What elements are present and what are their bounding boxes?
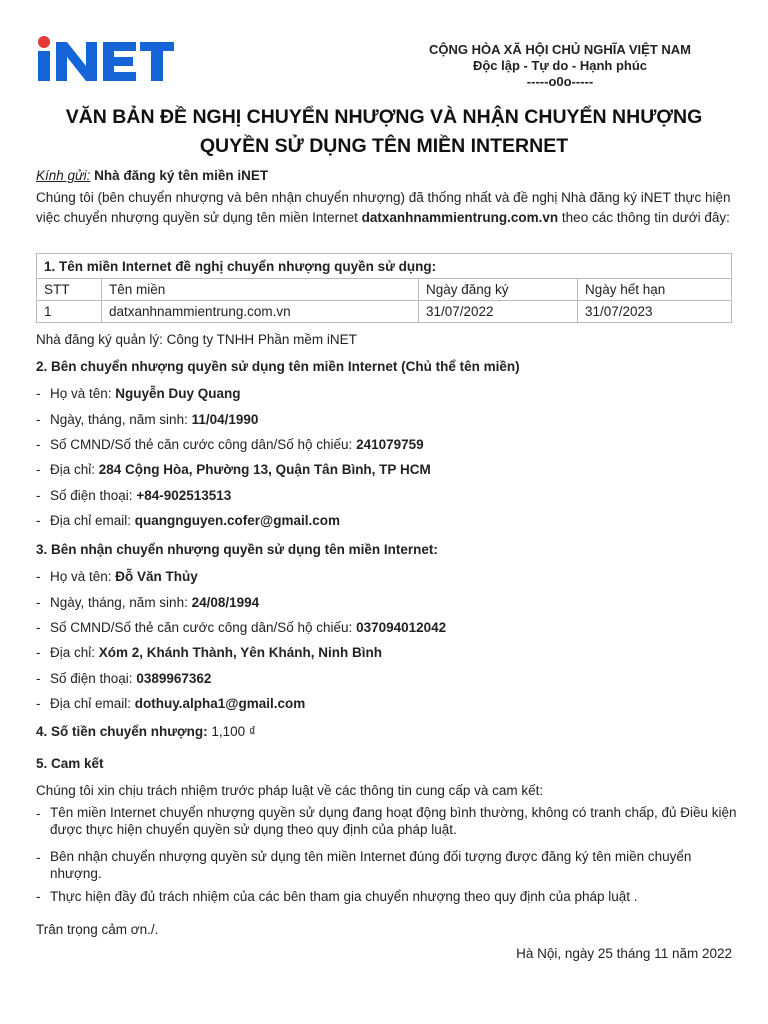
cell-domain: datxanhnammientrung.com.vn <box>102 301 419 323</box>
intro-text-2: theo các thông tin dưới đây: <box>558 210 730 225</box>
section1-title: 1. Tên miền Internet đề nghị chuyển nhượng quyền sử dụng: <box>37 254 732 279</box>
transfer-amount: 4. Số tiền chuyển nhượng: 1,100 ₫ <box>36 724 256 739</box>
col-reg-date: Ngày đăng ký <box>419 279 578 301</box>
national-header <box>385 42 735 90</box>
closing-text: Trân trọng cảm ơn./. <box>36 922 159 937</box>
table-row <box>37 301 732 323</box>
transfer-amount-value: 1,100 ₫ <box>211 724 256 739</box>
cell-exp-date: 31/07/2023 <box>578 301 732 323</box>
inet-logo <box>36 36 176 82</box>
greeting-label: Kính gửi: <box>36 168 91 183</box>
title-line-1: VĂN BẢN ĐỀ NGHỊ CHUYỂN NHƯỢNG VÀ NHẬN CHUYỂN NHƯỢNG <box>65 106 703 128</box>
document-title <box>20 103 748 161</box>
national-motto: Độc lập - Tự do - Hạnh phúc <box>472 58 648 73</box>
greeting-recipient: Nhà đăng ký tên miền iNET <box>94 168 269 183</box>
table-header-row <box>37 279 732 301</box>
section3-title: 3. Bên nhận chuyển nhượng quyền sử dụng tên miền Internet: <box>36 542 438 557</box>
greeting <box>36 166 268 186</box>
col-domain: Tên miền <box>102 279 419 301</box>
section2-title: 2. Bên chuyển nhượng quyền sử dụng tên miền Internet (Chủ thể tên miền) <box>36 359 520 374</box>
cell-reg-date: 31/07/2022 <box>419 301 578 323</box>
col-stt: STT <box>37 279 102 301</box>
motto-divider: -----o0o----- <box>526 74 594 89</box>
table-section-title-row <box>37 254 732 279</box>
intro-text-1: Chúng tôi (bên chuyển nhượng và bên nhận chuyển nhượng) đã thống nhất và đề nghị Nhà đăng ký iNET thực hiện việc chuyển nhượng quyền sử dụng tên miền Internet <box>36 190 731 225</box>
intro-domain: datxanhnammientrung.com.vn <box>361 210 559 225</box>
title-line-2: QUYỀN SỬ DỤNG TÊN MIỀN INTERNET <box>199 135 569 157</box>
national-name: CỘNG HÒA XÃ HỘI CHỦ NGHĨA VIỆT NAM <box>429 42 691 57</box>
intro-paragraph <box>36 188 736 228</box>
place-date: Hà Nội, ngày 25 tháng 11 năm 2022 <box>516 946 732 961</box>
cell-stt: 1 <box>37 301 102 323</box>
commitment-intro: Chúng tôi xin chịu trách nhiệm trước pháp luật về các thông tin cung cấp và cam kết: <box>36 783 544 798</box>
domain-table <box>36 253 732 323</box>
registrar-manager: Nhà đăng ký quản lý: Công ty TNHH Phần mềm iNET <box>36 332 357 347</box>
section5-title: 5. Cam kết <box>36 756 104 771</box>
col-exp-date: Ngày hết hạn <box>578 279 732 301</box>
